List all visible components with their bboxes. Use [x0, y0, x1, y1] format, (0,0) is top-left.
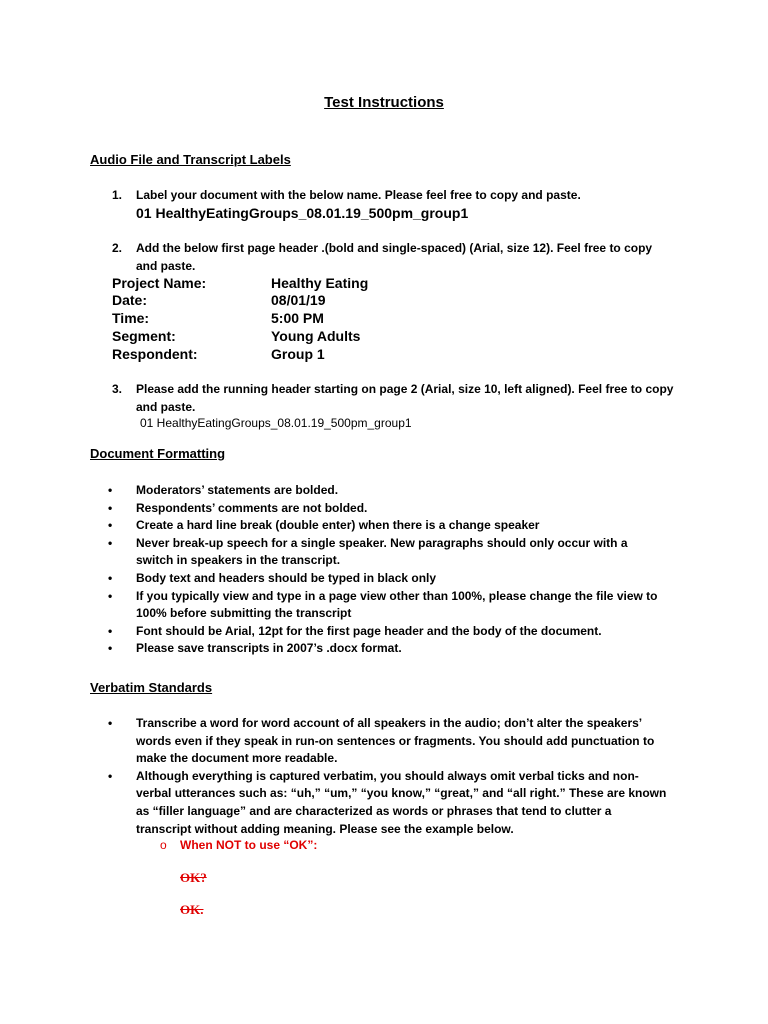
section-heading-verbatim: Verbatim Standards — [90, 680, 213, 695]
header-value: Young Adults — [271, 328, 361, 344]
item-number-2: 2. — [112, 241, 123, 255]
header-label: Date: — [112, 292, 148, 308]
item-text-3: Please add the running header starting on page 2 (Arial, size 10, left aligned). Feel free to copy and paste. — [136, 382, 674, 414]
circle-bullet-icon: o — [160, 838, 167, 852]
example-ok-question: OK? — [180, 870, 207, 885]
header-label: Time: — [112, 310, 150, 326]
item-text-1: Label your document with the below name. Please feel free to copy and paste. — [136, 188, 581, 202]
header-label: Respondent: — [112, 346, 198, 362]
header-value: 08/01/19 — [271, 292, 326, 308]
bullet-icon: • — [108, 500, 113, 515]
list-item: • Never break-up speech for a single speaker. New paragraphs should only occur with a switch in speakers in the transcript. — [108, 535, 628, 568]
list-item: • If you typically view and type in a page view other than 100%, please change the file view to 100% before submitting the transcript — [108, 588, 658, 621]
header-value: Healthy Eating — [271, 275, 369, 291]
formatting-list — [108, 482, 668, 658]
header-value: 5:00 PM — [271, 310, 324, 326]
section-heading-labels: Audio File and Transcript Labels — [90, 152, 291, 167]
sub-item-text: When NOT to use “OK”: — [180, 838, 318, 852]
bullet-icon: • — [108, 483, 113, 497]
bullet-icon: • — [108, 535, 113, 550]
list-item: • Create a hard line break (double enter) when there is a change speaker — [108, 517, 668, 535]
running-header-text: 01 HealthyEatingGroups_08.01.19_500pm_group1 — [140, 416, 412, 430]
bullet-icon: • — [108, 641, 113, 656]
example-ok-period: OK. — [180, 902, 204, 917]
bullet-icon: • — [108, 768, 113, 783]
header-label: Segment: — [112, 328, 176, 344]
list-item: • Font should be Arial, 12pt for the first page header and the body of the document. — [108, 623, 668, 641]
page-title: Test Instructions — [324, 94, 444, 111]
file-name-label: 01 HealthyEatingGroups_08.01.19_500pm_group1 — [136, 205, 469, 221]
list-item: • Although everything is captured verbatim, you should always omit verbal ticks and non-verbal utterances such as: “uh,” “um,” “you know,” “great,” and “all right.” These are known as “filler language” and are characterized as words or phrases that tend to clutter a transcript without adding meaning. Please see the example below. — [108, 768, 667, 836]
list-item: • Please save transcripts in 2007’s .docx format. — [108, 640, 668, 658]
bullet-icon: • — [108, 588, 113, 603]
bullet-icon: • — [108, 623, 113, 638]
bullet-icon: • — [108, 716, 113, 730]
item-number-3: 3. — [112, 382, 123, 396]
list-item: • Transcribe a word for word account of all speakers in the audio; don’t alter the speakers’ words even if they speak in run-on sentences or fragments. You should add punctuation to make the document more readable. — [108, 716, 655, 766]
header-label: Project Name: — [112, 275, 207, 291]
bullet-icon: • — [108, 518, 113, 533]
section-heading-formatting: Document Formatting — [90, 446, 226, 461]
bullet-icon: • — [108, 570, 113, 585]
item-text-2: Add the below first page header .(bold and single-spaced) (Arial, size 12). Feel free to copy and paste. — [136, 241, 653, 273]
list-item: • Moderators’ statements are bolded. — [108, 482, 668, 500]
header-value: Group 1 — [271, 346, 325, 362]
item-number-1: 1. — [112, 188, 123, 202]
list-item: • Body text and headers should be typed in black only — [108, 570, 668, 588]
list-item: • Respondents’ comments are not bolded. — [108, 500, 668, 518]
verbatim-list — [108, 715, 668, 838]
